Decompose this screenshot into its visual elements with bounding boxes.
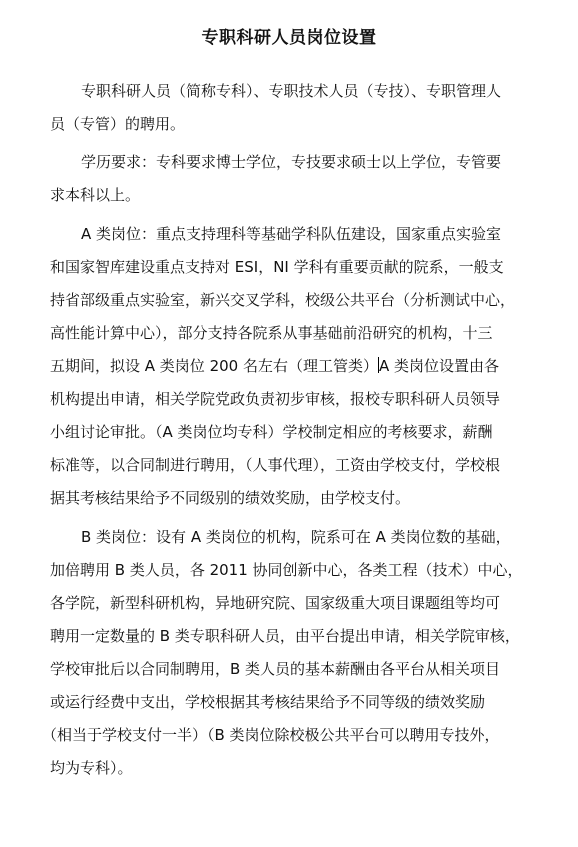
paragraph-4-line-2: 加倍聘用 B 类人员，各 2011 协同创新中心，各类工程（技术）中心， <box>50 561 523 579</box>
paragraph-2-line-2: 求本科以上。 <box>50 186 141 204</box>
paragraph-4-line-6: 或运行经费中支出，学校根据其考核结果给予不同等级的绩效奖励 <box>50 693 486 711</box>
paragraph-4-line-1: B 类岗位：设有 A 类岗位的机构，院系可在 A 类岗位数的基础， <box>81 528 511 546</box>
paragraph-3-line-3: 持省部级重点实验室，新兴交叉学科，校级公共平台（分析测试中心， <box>50 291 516 309</box>
paragraph-3-line-4: 高性能计算中心），部分支持各院系从事基础前沿研究的机构，十三 <box>50 324 493 342</box>
paragraph-2-line-1: 学历要求：专科要求博士学位，专技要求硕士以上学位，专管要 <box>81 153 502 171</box>
paragraph-4-line-8: 均为专科）。 <box>50 759 133 777</box>
paragraph-3-line-2: 和国家智库建设重点支持对 ESI，NI 学科有重要贡献的院系，一般支 <box>50 258 504 276</box>
paragraph-3-line-1: A 类岗位：重点支持理科等基础学科队伍建设，国家重点实验室 <box>81 225 502 243</box>
paragraph-3-line-9: 据其考核结果给予不同级别的绩效奖励，由学校支付。 <box>50 489 411 507</box>
paragraph-3-line-5-text: 五期间，拟设 A 类岗位 200 名左右（理工管类） <box>50 357 378 375</box>
page-title: 专职科研人员岗位设置 <box>201 28 377 48</box>
paragraph-4-line-7: （相当于学校支付一半）（B 类岗位除校极公共平台可以聘用专技外， <box>42 726 500 744</box>
paragraph-4-line-5: 学校审批后以合同制聘用，B 类人员的基本薪酬由各平台从相关项目 <box>50 660 501 678</box>
paragraph-4-line-4: 聘用一定数量的 B 类专职科研人员，由平台提出申请，相关学院审核， <box>50 627 520 645</box>
paragraph-1-line-1: 专职科研人员（简称专科）、专职技术人员（专技）、专职管理人 <box>81 82 502 100</box>
paragraph-4-line-3: 各学院，新型科研机构，异地研究院、国家级重大项目课题组等均可 <box>50 594 501 612</box>
paragraph-3-line-8: 标准等，以合同制进行聘用，（人事代理），工资由学校支付，学校根 <box>50 456 501 474</box>
paragraph-3-line-7: 小组讨论审批。（A 类岗位均专科）学校制定相应的考核要求，薪酬 <box>50 423 493 441</box>
paragraph-3-line-5-text-after-cursor: A 类岗位设置由各 <box>378 357 499 375</box>
paragraph-3-line-6: 机构提出申请，相关学院党政负责初步审核，报校专职科研人员领导 <box>50 390 501 408</box>
paragraph-3-line-5 <box>50 355 499 377</box>
paragraph-1-line-2: 员（专管）的聘用。 <box>50 115 186 133</box>
